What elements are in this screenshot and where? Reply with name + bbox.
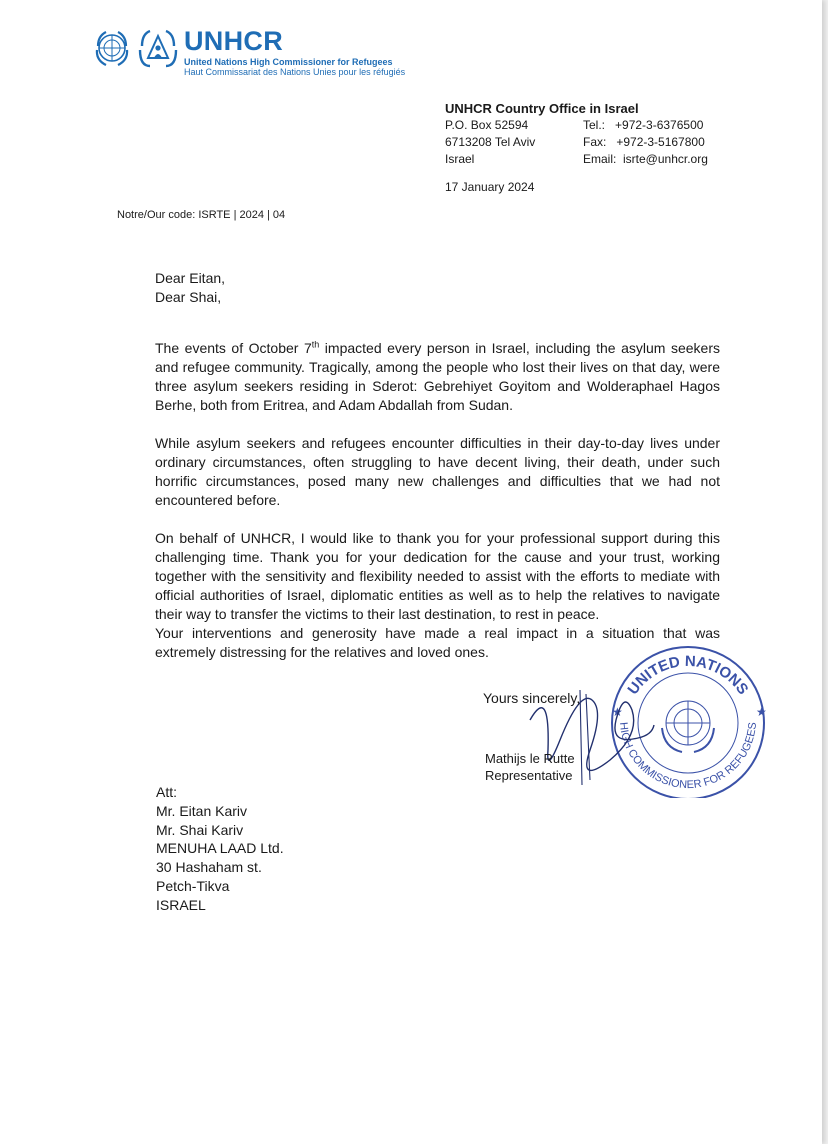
unhcr-shelter-icon <box>136 28 180 68</box>
salutation <box>155 269 720 307</box>
stamp-emblem-icon <box>662 701 714 752</box>
office-city: 6713208 Tel Aviv <box>445 135 536 149</box>
recipient-block <box>156 783 284 915</box>
letter-date: 17 January 2024 <box>445 180 535 194</box>
att-label: Att: <box>156 784 178 800</box>
office-country: Israel <box>445 152 475 166</box>
recipient-line: MENUHA LAAD Ltd. <box>156 840 284 857</box>
office-telephone: Tel.: +972-3-6376500 <box>583 118 704 132</box>
office-email: Email: isrte@unhcr.org <box>583 152 708 166</box>
office-po-box: P.O. Box 52594 <box>445 118 529 132</box>
paragraph-2: While asylum seekers and refugees encounter difficulties in their day-to-day lives under ordinary circumstances, often struggling to have decent living, their death, under such horrific circumstances, posed many new challenges and difficulties that we had not encountered before. <box>155 435 720 508</box>
office-name: UNHCR Country Office in Israel <box>445 101 639 116</box>
office-fax: Fax: +972-3-5167800 <box>583 135 705 149</box>
recipient-line: Mr. Eitan Kariv <box>156 802 248 819</box>
brand-subtitle-en: United Nations High Commissioner for Refugees <box>184 57 393 67</box>
letterhead <box>92 26 406 80</box>
recipient-line: ISRAEL <box>156 896 206 913</box>
recipient-line: 30 Hashaham st. <box>156 859 262 876</box>
brand-name: UNHCR <box>184 26 283 56</box>
stamp-bottom-text: HIGH COMMISSIONER FOR REFUGEES <box>616 721 760 792</box>
salutation-line: Dear Shai, <box>155 289 222 305</box>
svg-text:★: ★ <box>612 705 623 719</box>
paragraph-1 <box>155 339 720 415</box>
un-emblem-icon <box>92 28 132 68</box>
stamp-top-text: UNITED NATIONS <box>624 652 752 698</box>
signer-block <box>485 750 575 784</box>
signer-name: Mathijs le Rutte <box>485 751 575 766</box>
brand-subtitle-fr: Haut Commissariat des Nations Unies pour les réfugiés <box>184 67 406 77</box>
paragraph-text: The events of October 7 <box>155 340 312 356</box>
paragraph-4: Your interventions and generosity have made a real impact in a situation that was extremely distressing for the relatives and loved ones. <box>155 625 720 660</box>
closing: Yours sincerely, <box>483 690 581 706</box>
svg-text:★: ★ <box>756 705 767 719</box>
signer-title: Representative <box>485 768 573 783</box>
recipient-line: Petch-Tikva <box>156 877 230 894</box>
paragraph-text: impacted every person in Israel, including the asylum seekers and refugee community. Tragically, among the people who lost their lives on that day, were three asylum seekers residing in Sderot: Gebrehiyet Goyitom and Wolderaphael Hagos Berhe, both from Eritrea, and Adam Abdallah from Sudan. <box>155 340 720 413</box>
ordinal-suffix: th <box>311 339 320 350</box>
letter-body <box>155 269 720 662</box>
salutation-line: Dear Eitan, <box>155 270 226 286</box>
recipient-line: Mr. Shai Kariv <box>156 821 244 838</box>
paragraph-3: On behalf of UNHCR, I would like to thank you for your professional support during this challenging time. Thank you for your dedication for the cause and your trust, working together with the sensitivity and flexibility needed to assist with the efforts to mediate with official authorities of Israel, diplomatic entities as well as to help the relatives to navigate their way to transfer the victims to their last destination, to rest in peace. <box>155 530 720 622</box>
reference-code: Notre/Our code: ISRTE | 2024 | 04 <box>117 209 286 221</box>
